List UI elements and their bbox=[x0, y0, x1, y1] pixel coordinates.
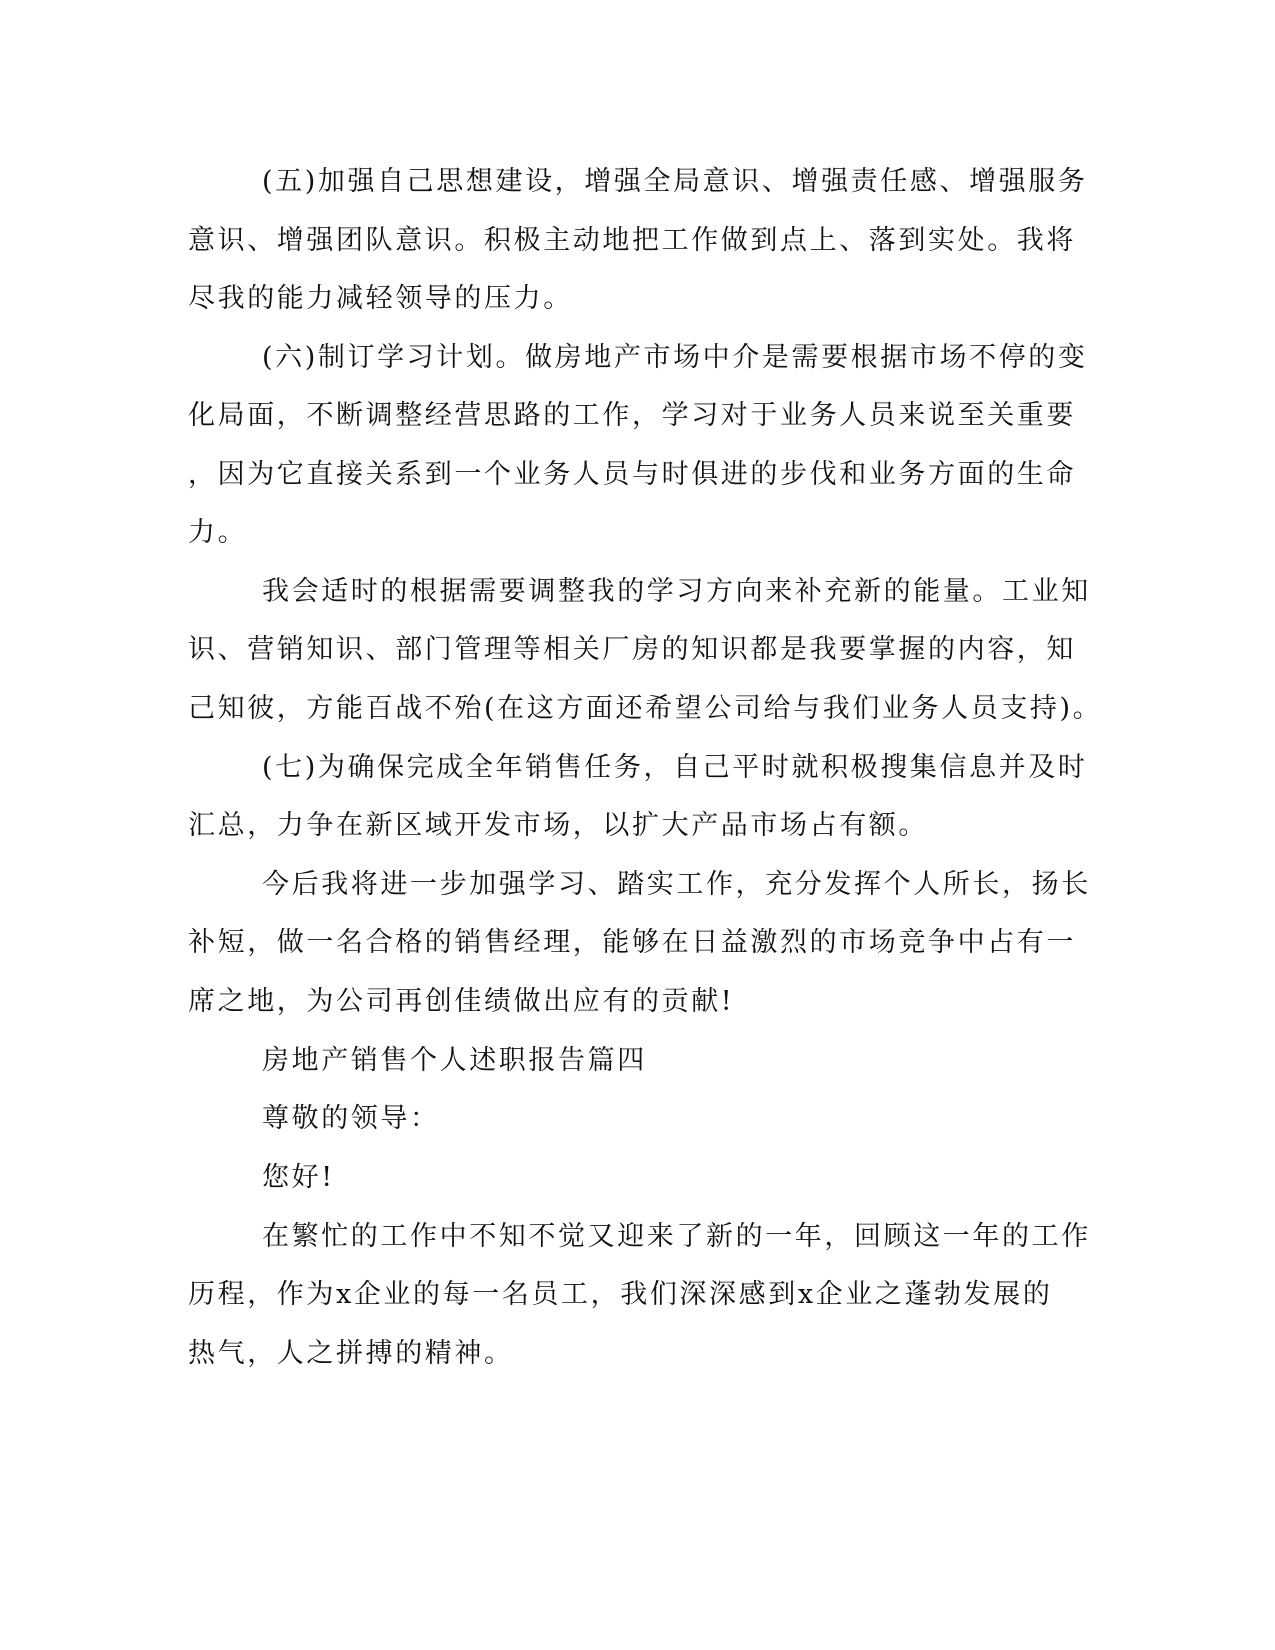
salutation: 尊敬的领导： bbox=[262, 1103, 440, 1134]
paragraph-line: ，因为它直接关系到一个业务人员与时俱进的步伐和业务方面的生命 bbox=[188, 459, 1076, 490]
paragraph-line: 识、营销知识、部门管理等相关厂房的知识都是我要掌握的内容，知 bbox=[188, 634, 1076, 665]
section-heading: 房地产销售个人述职报告篇四 bbox=[262, 1045, 647, 1076]
paragraph-line: 力。 bbox=[188, 517, 248, 548]
paragraph-line: (五)加强自己思想建设，增强全局意识、增强责任感、增强服务 bbox=[262, 166, 1088, 197]
paragraph-line: 意识、增强团队意识。积极主动地把工作做到点上、落到实处。我将 bbox=[188, 225, 1076, 256]
paragraph-line: 化局面，不断调整经营思路的工作，学习对于业务人员来说至关重要 bbox=[188, 400, 1076, 431]
paragraph-line: 己知彼，方能百战不殆(在这方面还希望公司给与我们业务人员支持)。 bbox=[188, 693, 1103, 724]
paragraph-line: 热气，人之拼搏的精神。 bbox=[188, 1338, 514, 1369]
paragraph-line: 尽我的能力减轻领导的压力。 bbox=[188, 283, 573, 314]
paragraph-line: 汇总，力争在新区域开发市场，以扩大产品市场占有额。 bbox=[188, 810, 928, 841]
paragraph-line: 我会适时的根据需要调整我的学习方向来补充新的能量。工业知 bbox=[262, 576, 1091, 607]
paragraph-line: (七)为确保完成全年销售任务，自己平时就积极搜集信息并及时 bbox=[262, 752, 1088, 783]
paragraph-line: 补短，做一名合格的销售经理，能够在日益激烈的市场竞争中占有一 bbox=[188, 927, 1076, 958]
paragraph-line: 席之地，为公司再创佳绩做出应有的贡献! bbox=[188, 986, 735, 1017]
paragraph-line: 在繁忙的工作中不知不觉又迎来了新的一年，回顾这一年的工作 bbox=[262, 1221, 1091, 1252]
paragraph-line: 历程，作为x企业的每一名员工，我们深深感到x企业之蓬勃发展的 bbox=[188, 1279, 1053, 1310]
paragraph-line: 今后我将进一步加强学习、踏实工作，充分发挥个人所长，扬长 bbox=[262, 869, 1091, 900]
greeting: 您好! bbox=[262, 1162, 335, 1193]
paragraph-line: (六)制订学习计划。做房地产市场中介是需要根据市场不停的变 bbox=[262, 342, 1088, 373]
